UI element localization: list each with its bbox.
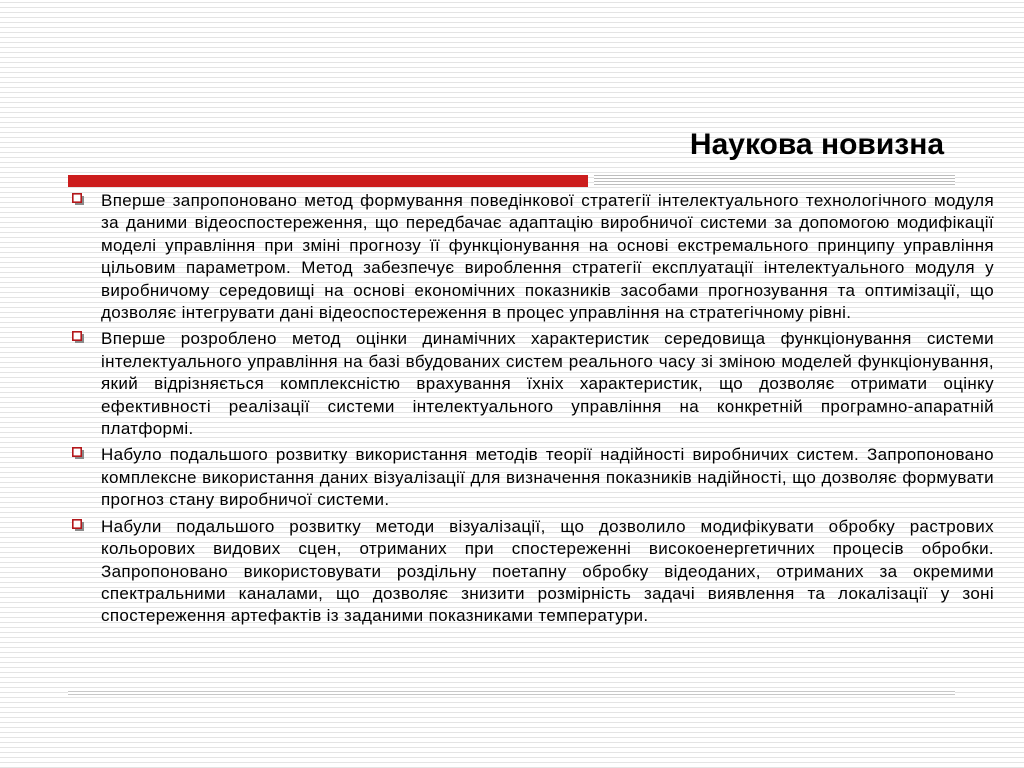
- bullet-list: [70, 190, 994, 632]
- title-underline-red: [68, 175, 588, 187]
- hollow-square-icon: [72, 193, 84, 205]
- bullet-text: Набули подальшого розвитку методи візуалізації, що дозволило модифікувати обробку растрових кольорових видових сцен, отриманих при спостереженні високоенергетичних процесів обробки. Запропоновано використовувати роздільну поетапну обробку відеоданих, отриманих за окремими спектральними каналами, що дозволяє знизити розмірність задачі виявлення та локалізації у зоні спостереження артефактів із заданими показниками температури.: [101, 516, 994, 626]
- list-item: [70, 516, 994, 628]
- hollow-square-icon: [72, 331, 84, 343]
- page-title: Наукова новизна: [689, 128, 944, 161]
- title-underline: [68, 175, 955, 187]
- bottom-divider: [68, 691, 955, 695]
- list-item: [70, 444, 994, 511]
- list-item: [70, 328, 994, 440]
- title-underline-gray: [594, 175, 955, 187]
- bullet-text: Набуло подальшого розвитку використання методів теорії надійності виробничих систем. Запропоновано комплексне використання даних візуалізації для визначення показників надійності, що дозволяє формувати прогноз стану виробничої системи.: [101, 445, 994, 510]
- list-item: [70, 190, 994, 324]
- bullet-text: Вперше запропоновано метод формування поведінкової стратегії інтелектуального технологічного модуля за даними відеоспостереження, що передбачає адаптацію виробничої системи за допомогою модифікації моделі управління при зміні прогнозу її функціонування на основі екстремального принципу управління цільовим параметром. Метод забезпечує вироблення стратегії експлуатації інтелектуального модуля у виробничому середовищі на основі економічних показників засобами прогнозування та оптимізації, що дозволяє інтегрувати дані відеоспостереження в процес управління на стратегічному рівні.: [101, 191, 994, 323]
- hollow-square-icon: [72, 519, 84, 531]
- hollow-square-icon: [72, 447, 84, 459]
- bullet-text: Вперше розроблено метод оцінки динамічних характеристик середовища функціонування системи інтелектуального управління на базі вбудованих систем реального часу зі зміною моделей функціонування, який відрізняється комплексністю врахування їхніх характеристик, що дозволяє отримати оцінку ефективності реалізації системи інтелектуального управління на конкретній програмно-апаратній платформі.: [101, 329, 994, 439]
